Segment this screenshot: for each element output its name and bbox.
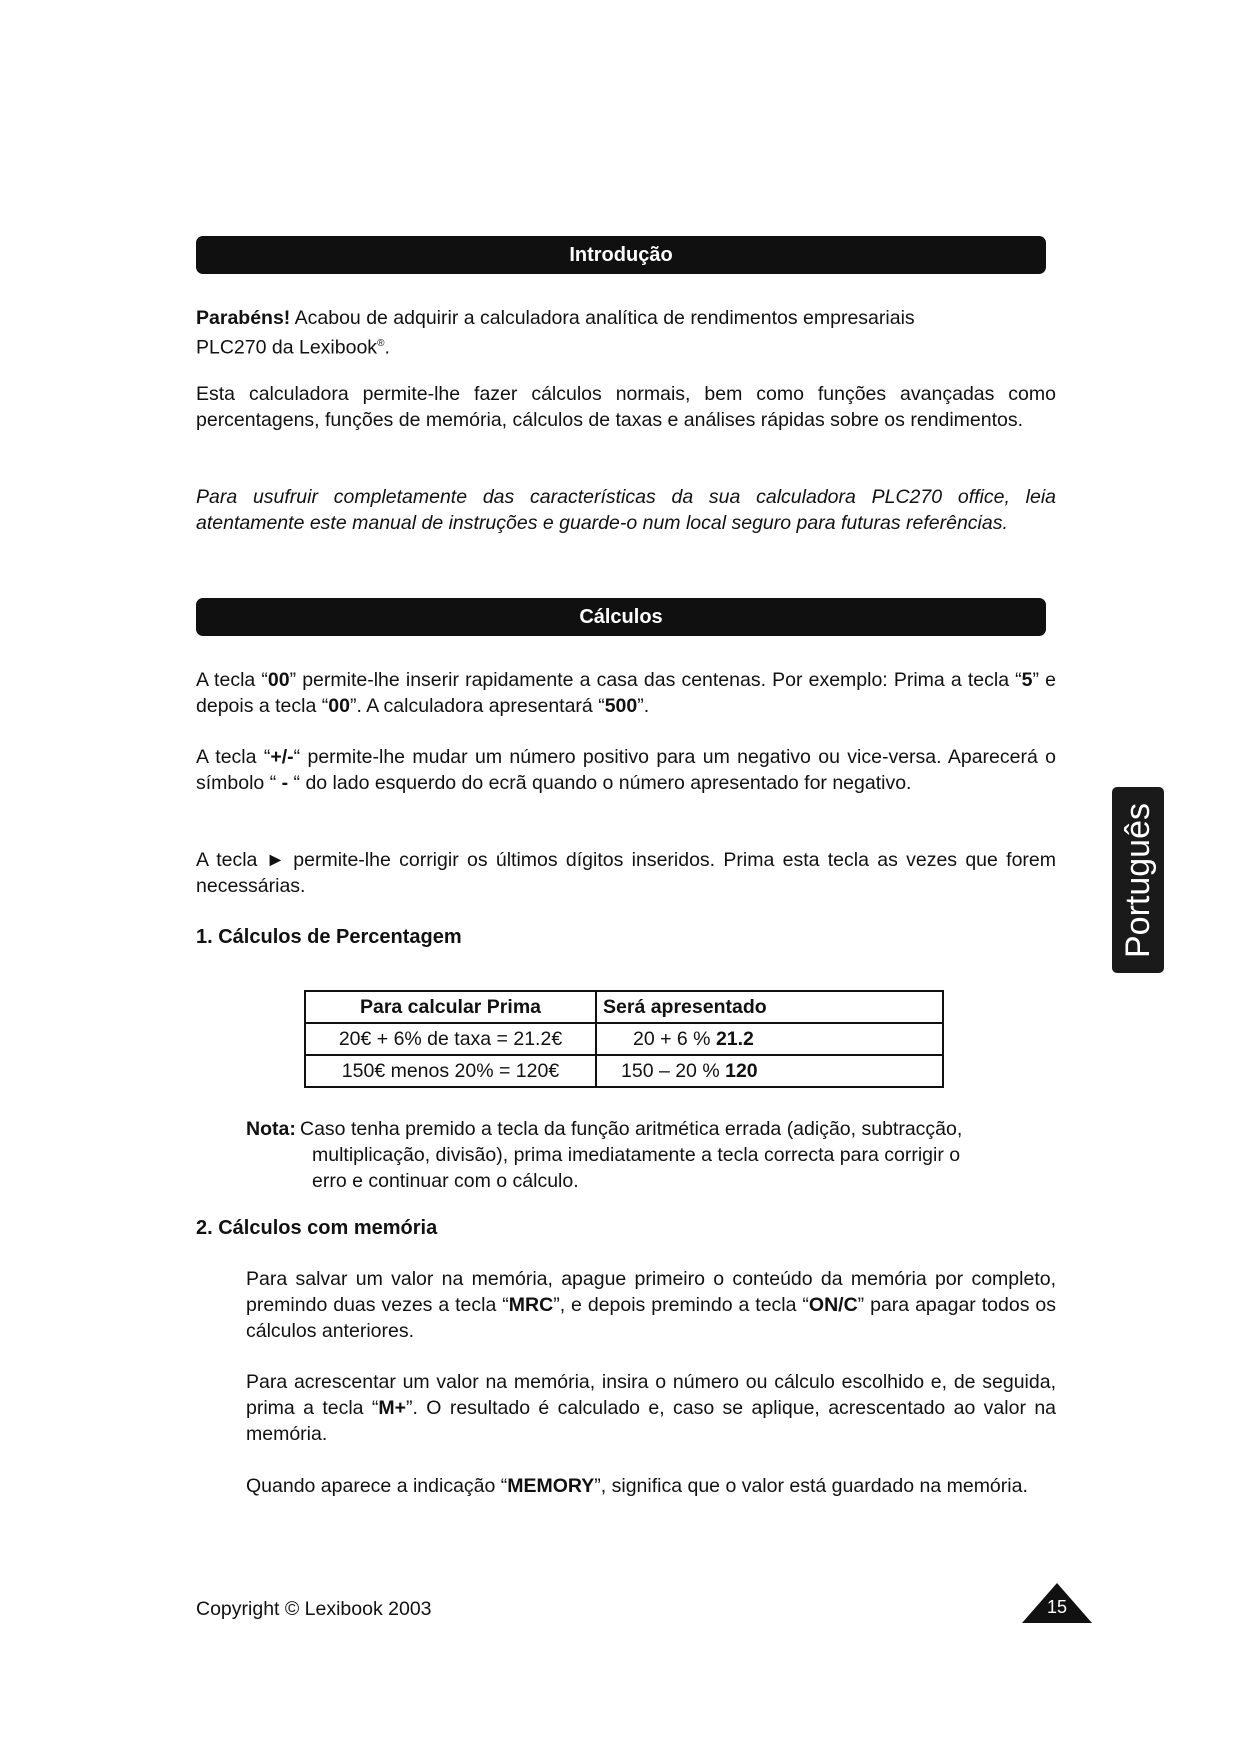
text-run: ” e depois a tecla “ (196, 669, 1056, 717)
text-run: ”. O resultado é calculado e, caso se aplique, acrescentado ao valor na memória. (246, 1397, 1057, 1445)
language-tab (1112, 787, 1164, 973)
intro-p1-end: . (384, 336, 390, 359)
text-run: ”, significa que o valor está guardado na memória. (594, 1475, 1028, 1497)
key-on-c: ON/C (808, 1294, 858, 1316)
intro-paragraph-1 (196, 305, 1056, 361)
calculos-title: Cálculos (579, 605, 663, 628)
table-row (305, 1023, 943, 1055)
congrats-word: Parabéns! (196, 307, 291, 329)
text-run: ”, e depois premindo a tecla “ (553, 1294, 809, 1316)
percentage-table (304, 990, 944, 1088)
page-number-badge (1022, 1583, 1092, 1623)
text-run: Quando aparece a indicação “ (246, 1475, 508, 1497)
text-run: ” permite-lhe inserir rapidamente a casa das centenas. Por exemplo: Prima a tecla “ (289, 669, 1022, 691)
key-5: 5 (1021, 669, 1033, 691)
text-run: A tecla “ (196, 746, 271, 768)
display-result: 120 (725, 1059, 758, 1082)
text-run: ”. (637, 695, 650, 717)
note-line: multiplicação, divisão), prima imediatamente a tecla correcta para corrigir o (312, 1144, 961, 1166)
table-header: Será apresentado (596, 991, 943, 1023)
text-run: ”. A calculadora apresentará “ (349, 695, 605, 717)
key-mrc: MRC (508, 1294, 554, 1316)
memory-paragraph-3 (246, 1473, 1056, 1499)
copyright: Copyright © Lexibook 2003 (196, 1598, 432, 1620)
note-body (300, 1116, 1056, 1194)
key-plus-minus: +/- (270, 746, 294, 768)
table-cell: 150€ menos 20% = 120€ (305, 1055, 596, 1087)
table-header: Para calcular Prima (305, 991, 596, 1023)
table-cell (596, 1023, 943, 1055)
table-cell: 20€ + 6% de taxa = 21.2€ (305, 1023, 596, 1055)
text-run: “ permite-lhe mudar um número positivo para um negativo ou vice-versa. Aparecerá o símbolo “ (196, 746, 1057, 794)
text-run: ” para apagar todos os cálculos anteriores. (246, 1294, 1056, 1342)
registered-mark: ® (377, 338, 385, 349)
intro-paragraph-3: Para usufruir completamente das características da sua calculadora PLC270 office, leia atentamente este manual de instruções e guarde-o num local seguro para futuras referências. (196, 486, 1056, 534)
section-2-heading: 2. Cálculos com memória (196, 1217, 438, 1239)
note-line: erro e continuar com o cálculo. (312, 1170, 579, 1192)
language-label: Português (1118, 802, 1157, 958)
memory-paragraph-1 (246, 1266, 1056, 1344)
text-run: “ do lado esquerdo do ecrã quando o número apresentado for negativo. (288, 772, 912, 794)
intro-p1-line2: PLC270 da Lexibook (196, 336, 378, 359)
key-00: 00 (328, 695, 350, 717)
table-cell (596, 1055, 943, 1087)
calculos-paragraph-2 (196, 744, 1056, 796)
note-label: Nota: (246, 1118, 296, 1140)
calculos-paragraph-3: A tecla ► permite-lhe corrigir os últimos dígitos inseridos. Prima esta tecla as vezes que forem necessárias. (196, 849, 1056, 897)
key-m-plus: M+ (378, 1397, 407, 1419)
intro-p1-text: Acabou de adquirir a calculadora analítica de rendimentos empresariais (290, 307, 915, 329)
keystrokes: 150 – 20 % (621, 1059, 726, 1082)
note-block (246, 1116, 1056, 1192)
display-result: 21.2 (715, 1027, 754, 1050)
table-row (305, 1055, 943, 1087)
note-line: Caso tenha premido a tecla da função aritmética errada (adição, subtracção, (300, 1118, 963, 1140)
text-run: Para acrescentar um valor na memória, insira o número ou cálculo escolhido e, de seguida, prima a tecla “ (246, 1371, 1056, 1419)
result-500: 500 (604, 695, 638, 717)
page-number: 15 (1046, 1597, 1068, 1617)
calculos-title-bar (196, 598, 1046, 636)
memory-indicator: MEMORY (507, 1475, 595, 1497)
text-run: A tecla “ (196, 669, 268, 691)
key-00: 00 (267, 669, 290, 691)
calculos-paragraph-1 (196, 667, 1056, 719)
intro-paragraph-2: Esta calculadora permite-lhe fazer cálculos normais, bem como funções avançadas como percentagens, funções de memória, cálculos de taxas e análises rápidas sobre os rendimentos. (196, 383, 1056, 431)
intro-title-bar (196, 236, 1046, 274)
minus-symbol: - (281, 772, 289, 794)
memory-paragraph-2 (246, 1369, 1056, 1447)
intro-title: Introdução (569, 243, 673, 266)
table-header-row (305, 991, 943, 1023)
text-run: Para salvar um valor na memória, apague primeiro o conteúdo da memória por completo, premindo duas vezes a tecla “ (246, 1268, 1056, 1316)
section-1-heading: 1. Cálculos de Percentagem (196, 926, 462, 948)
keystrokes: 20 + 6 % (633, 1027, 716, 1050)
